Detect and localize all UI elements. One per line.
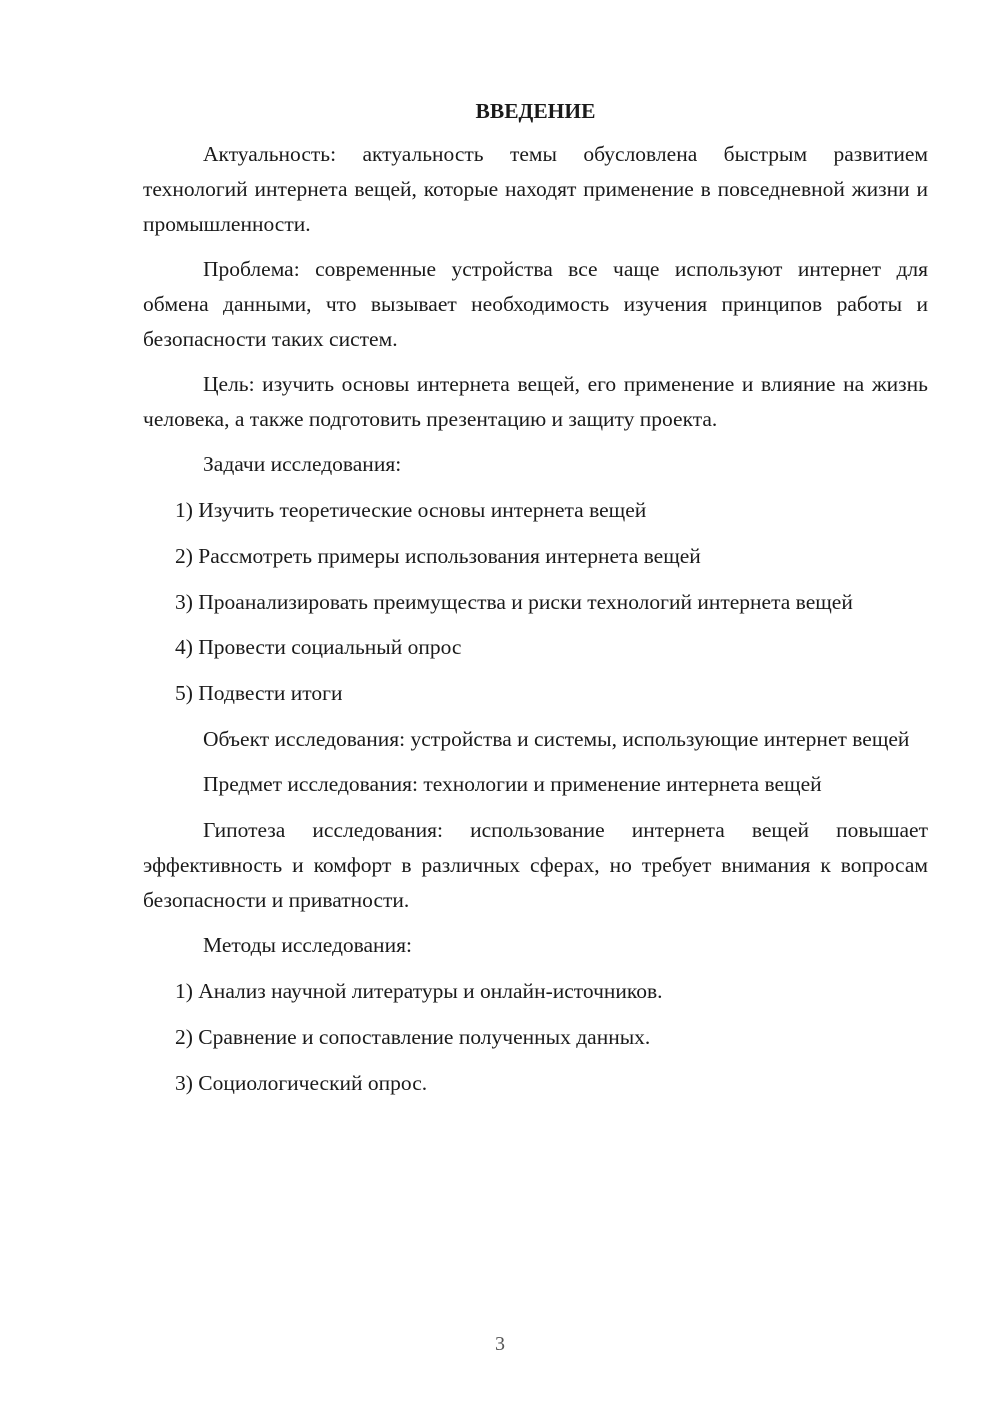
paragraph-relevance: Актуальность: актуальность темы обусловлена быстрым развитием технологий интернета вещей, которые находят применение в повседневной жизни и промышленности. <box>143 142 928 236</box>
method-item: 1) Анализ научной литературы и онлайн-источников. <box>175 979 663 1003</box>
page-content <box>143 96 928 1112</box>
paragraph-subject: Предмет исследования: технологии и применение интернета вещей <box>203 772 822 796</box>
task-item: 3) Проанализировать преимущества и риски технологий интернета вещей <box>175 590 853 614</box>
page-number: 3 <box>495 1333 505 1355</box>
tasks-heading: Задачи исследования: <box>203 452 402 476</box>
method-item: 3) Социологический опрос. <box>175 1071 428 1095</box>
methods-heading: Методы исследования: <box>203 933 412 957</box>
paragraph-goal: Цель: изучить основы интернета вещей, его применение и влияние на жизнь человека, а также подготовить презентацию и защиту проекта. <box>143 372 928 431</box>
task-item: 1) Изучить теоретические основы интернета вещей <box>175 498 647 522</box>
page-title: ВВЕДЕНИЕ <box>475 99 596 123</box>
paragraph-problem: Проблема: современные устройства все чаще используют интернет для обмена данными, что вызывает необходимость изучения принципов работы и безопасности таких систем. <box>143 257 928 351</box>
task-item: 5) Подвести итоги <box>175 681 343 705</box>
task-item: 2) Рассмотреть примеры использования интернета вещей <box>175 544 701 568</box>
paragraph-object: Объект исследования: устройства и системы, использующие интернет вещей <box>203 727 910 751</box>
task-item: 4) Провести социальный опрос <box>175 635 462 659</box>
paragraph-hypothesis: Гипотеза исследования: использование интернета вещей повышает эффективность и комфорт в различных сферах, но требует внимания к вопросам безопасности и приватности. <box>143 818 928 912</box>
method-item: 2) Сравнение и сопоставление полученных данных. <box>175 1025 651 1049</box>
